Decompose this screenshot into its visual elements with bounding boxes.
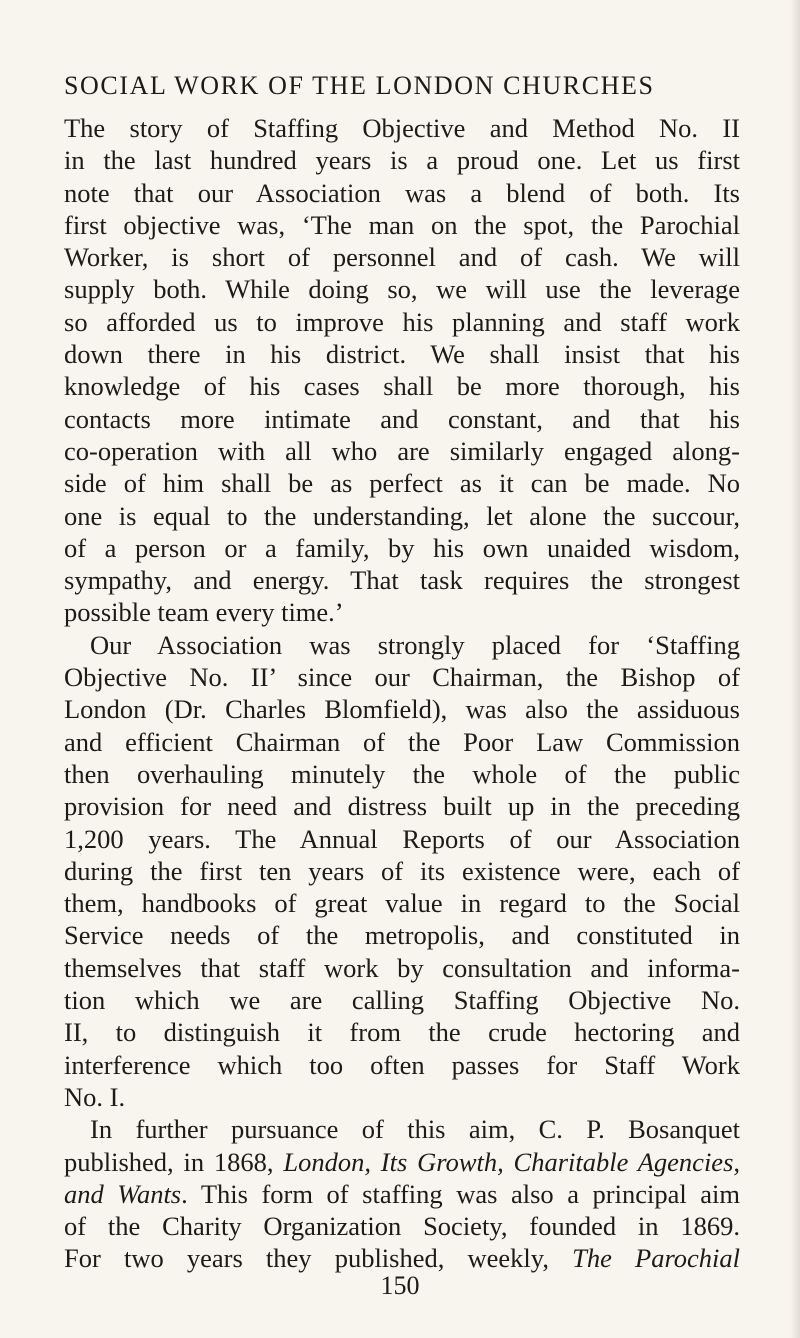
text-run: published, in 1868, (64, 1146, 274, 1177)
text-line: sympathy, and energy. That task requires the strongest (64, 565, 740, 596)
paragraph-1 (64, 112, 740, 629)
text-line: of a person or a family, by his own unaided wisdom, (64, 532, 740, 563)
text-line: them, handbooks of great value in regard to the Social (64, 888, 740, 919)
text-line: first objective was, ‘The man on the spot, the Parochial (64, 209, 740, 240)
text-line: then overhauling minutely the whole of the public (64, 758, 740, 789)
text-line: so afforded us to improve his planning and staff work (64, 306, 740, 337)
text-line: In further pursuance of this aim, C. P. Bosanquet (90, 1114, 740, 1145)
text-line: contacts more intimate and constant, and that his (64, 403, 740, 434)
page-edge-shadow (790, 0, 800, 1338)
text-line: possible team every time.’ (64, 597, 344, 628)
paragraph-3 (64, 1113, 740, 1274)
text-line: Service needs of the metropolis, and constituted in (64, 920, 740, 951)
text-line: Our Association was strongly placed for ‘Staffing (90, 629, 740, 660)
text-line: side of him shall be as perfect as it can be made. No (64, 468, 740, 499)
text-line: and efficient Chairman of the Poor Law Commission (64, 726, 740, 757)
text-line: one is equal to the understanding, let alone the succour, (64, 500, 740, 531)
text-line: note that our Association was a blend of both. Its (64, 177, 740, 208)
text-line: tion which we are calling Staffing Objective No. (64, 985, 740, 1016)
text-line: II, to distinguish it from the crude hectoring and (64, 1017, 740, 1048)
text-line-mixed (64, 1178, 740, 1210)
paragraph-2 (64, 629, 740, 1113)
text-line: The story of Staffing Objective and Method No. II (64, 113, 740, 143)
text-line: knowledge of his cases shall be more thorough, his (64, 371, 740, 402)
text-line: provision for need and distress built up in the preceding (64, 791, 740, 822)
text-line: in the last hundred years is a proud one. Let us first (64, 145, 740, 176)
text-line: themselves that staff work by consultation and informa- (64, 952, 740, 983)
text-line: during the first ten years of its existence were, each of (64, 855, 740, 886)
text-line: No. I. (64, 1081, 126, 1112)
text-line: Worker, is short of personnel and of cash. We will (64, 242, 740, 273)
page-number: 150 (380, 1271, 420, 1300)
text-line: down there in his district. We shall insist that his (64, 339, 740, 370)
text-line: supply both. While doing so, we will use the leverage (64, 274, 740, 305)
text-line-mixed (64, 1146, 740, 1178)
text-line: Objective No. II’ since our Chairman, the Bishop of (64, 662, 740, 693)
book-title-italic: and Wants (64, 1178, 182, 1209)
text-line: interference which too often passes for Staff Work (64, 1049, 740, 1080)
body-text (64, 112, 740, 1275)
running-head: SOCIAL WORK OF THE LONDON CHURCHES (64, 71, 655, 100)
periodical-title-italic: The Parochial (572, 1243, 741, 1274)
text-run: . This form of staffing was also a principal aim (181, 1178, 740, 1209)
book-title-italic: London, Its Growth, Charitable Agencies, (283, 1146, 741, 1177)
text-line: co-operation with all who are similarly engaged along- (64, 435, 740, 466)
text-line: of the Charity Organization Society, founded in 1869. (64, 1211, 740, 1242)
text-line: 1,200 years. The Annual Reports of our Association (64, 823, 740, 854)
text-line: London (Dr. Charles Blomfield), was also the assiduous (64, 694, 740, 725)
text-run: For two years they published, weekly, (64, 1243, 549, 1274)
